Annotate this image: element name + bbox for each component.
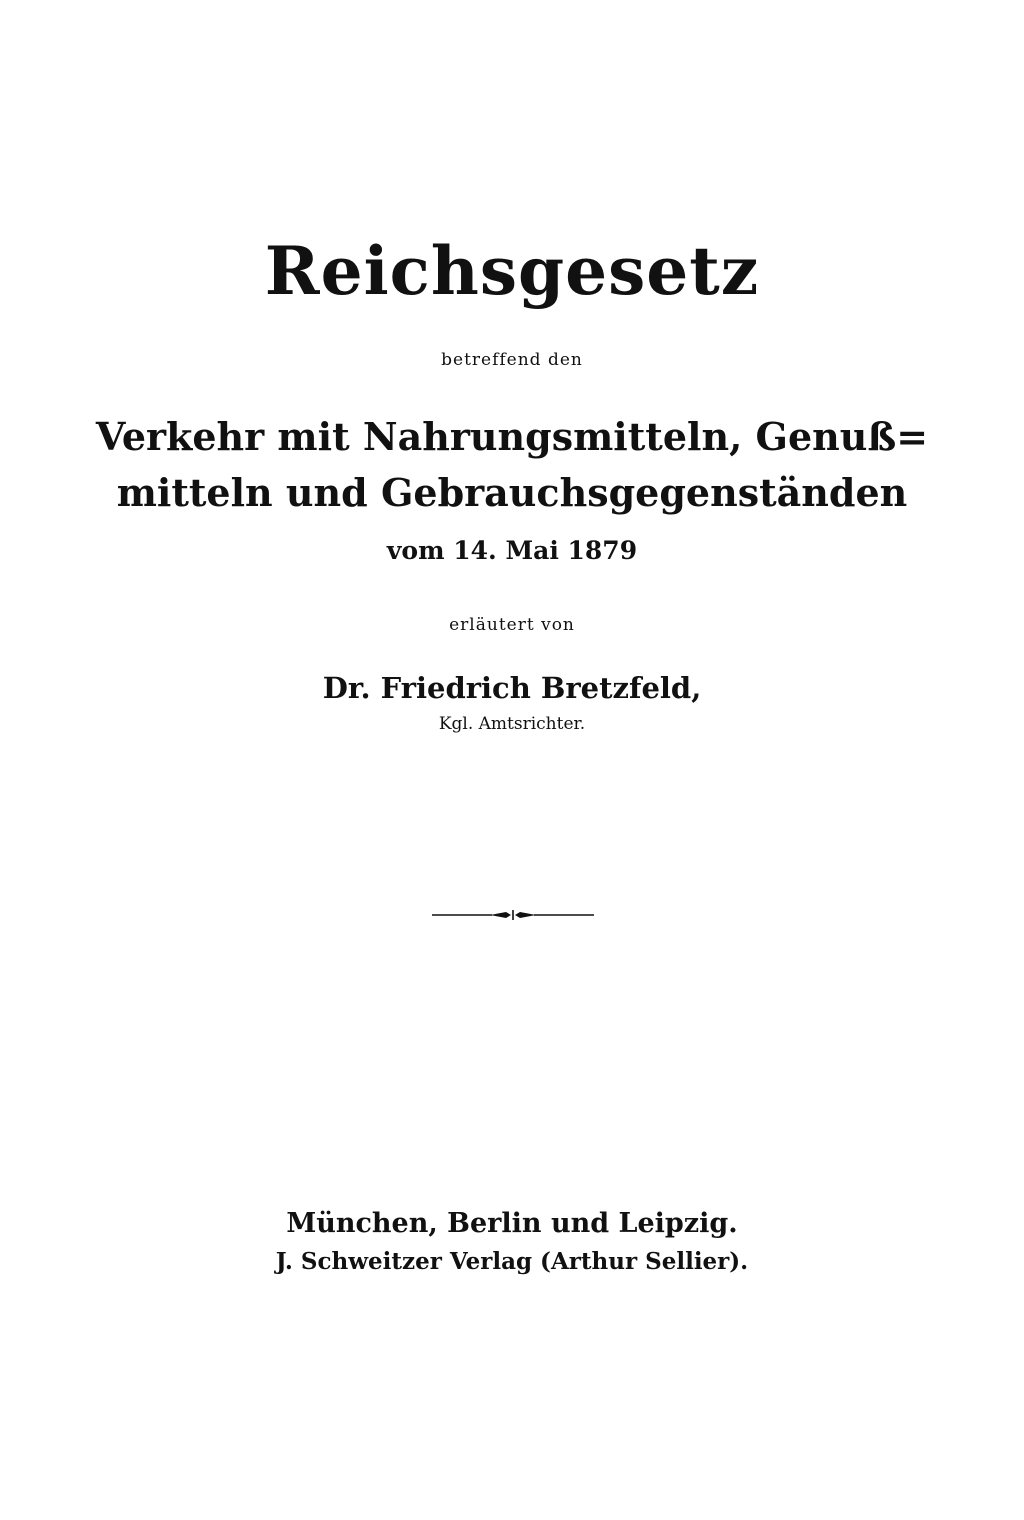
- author-name: Dr. Friedrich Bretzfeld,: [322, 671, 702, 705]
- law-date: vom 14. Mai 1879: [386, 536, 638, 565]
- divider-ornament-icon: [432, 906, 594, 924]
- publication-place: München, Berlin und Leipzig.: [286, 1208, 738, 1239]
- subject-line-1: Verkehr mit Nahrungsmitteln, Genuß=: [95, 414, 929, 459]
- by-line: erläutert von: [449, 615, 575, 635]
- main-title: Reichsgesetz: [264, 232, 760, 310]
- author-title: Kgl. Amtsrichter.: [438, 714, 586, 734]
- publisher: J. Schweitzer Verlag (Arthur Sellier).: [275, 1248, 749, 1275]
- subject-line-2: mitteln und Gebrauchsgegenständen: [116, 470, 908, 515]
- intro-text: betreffend den: [441, 350, 583, 370]
